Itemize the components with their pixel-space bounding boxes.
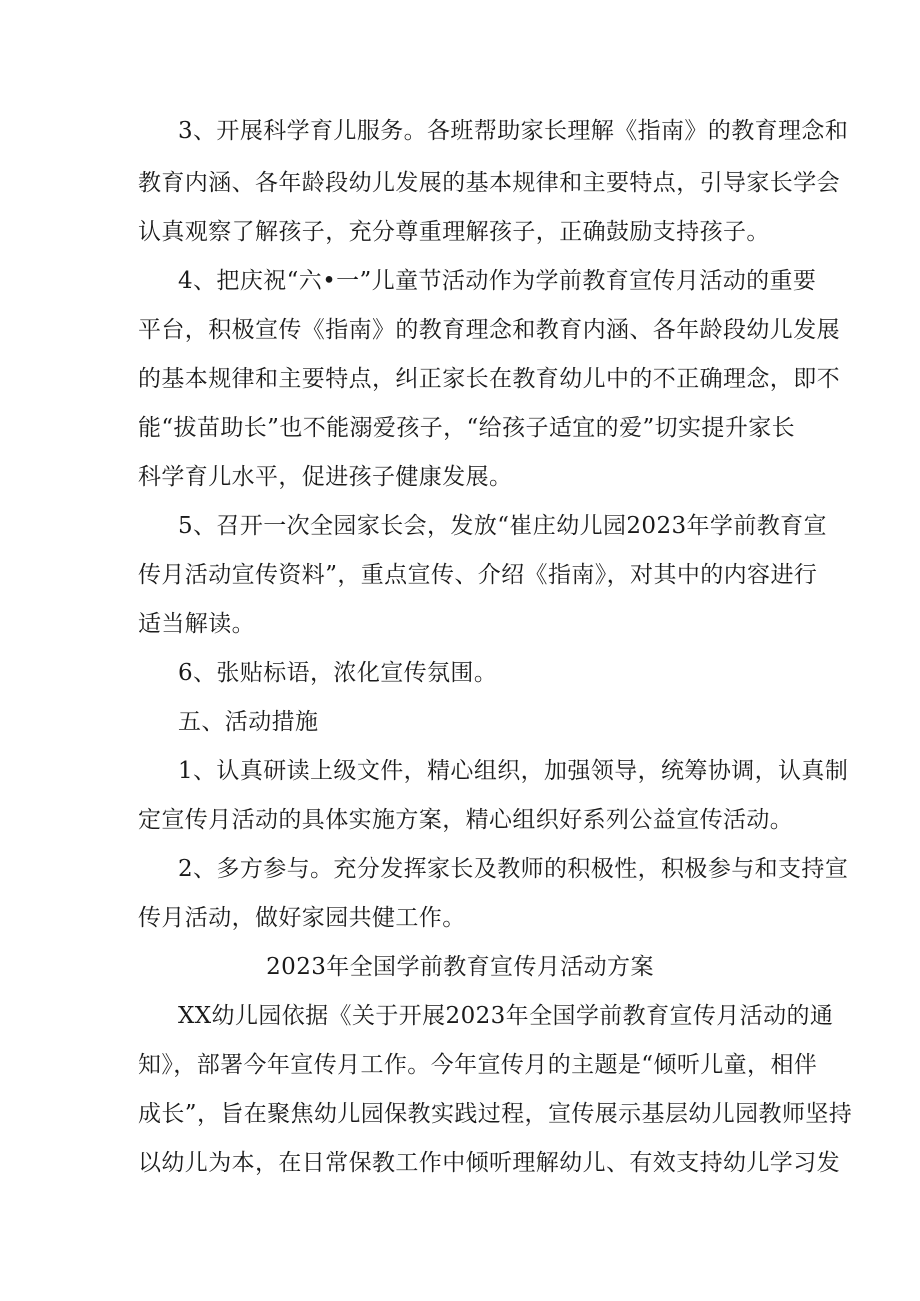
section-heading: 五、活动措施	[178, 709, 319, 735]
paragraph-line: 教育内涵、各年龄段幼儿发展的基本规律和主要特点，引导家长学会	[138, 170, 840, 196]
paragraph-line: 的基本规律和主要特点，纠正家长在教育幼儿中的不正确理念，即不	[138, 366, 840, 392]
paragraph-line: 4、把庆祝“六•一”儿童节活动作为学前教育宣传月活动的重要	[178, 268, 817, 294]
paragraph-line: 成长”，旨在聚焦幼儿园保教实践过程，宣传展示基层幼儿园教师坚持	[138, 1101, 853, 1127]
paragraph-line: XX幼儿园依据《关于开展2023年全国学前教育宣传月活动的通	[178, 1003, 834, 1029]
paragraph-line: 适当解读。	[138, 611, 255, 637]
paragraph-line: 科学育儿水平，促进孩子健康发展。	[138, 464, 513, 490]
paragraph-line: 3、开展科学育儿服务。各班帮助家长理解《指南》的教育理念和	[178, 118, 849, 144]
paragraph-line: 5、召开一次全园家长会，发放“崔庄幼儿园2023年学前教育宣	[178, 513, 827, 539]
paragraph-line: 传月活动宣传资料”，重点宣传、介绍《指南》，对其中的内容进行	[138, 562, 818, 588]
paragraph-line: 1、认真研读上级文件，精心组织，加强领导，统筹协调，认真制	[178, 758, 849, 784]
paragraph-line: 知》，部署今年宣传月工作。今年宣传月的主题是“倾听儿童，相伴	[138, 1052, 818, 1078]
paragraph-line: 定宣传月活动的具体实施方案，精心组织好系列公益宣传活动。	[138, 807, 794, 833]
paragraph-line: 平台，积极宣传《指南》的教育理念和教育内涵、各年龄段幼儿发展	[138, 317, 840, 343]
paragraph-line: 认真观察了解孩子，充分尊重理解孩子，正确鼓励支持孩子。	[138, 219, 770, 245]
paragraph-line: 以幼儿为本，在日常保教工作中倾听理解幼儿、有效支持幼儿学习发	[138, 1150, 840, 1176]
paragraph-line: 传月活动，做好家园共健工作。	[138, 905, 466, 931]
paragraph-line: 2、多方参与。充分发挥家长及教师的积极性，积极参与和支持宣	[178, 856, 849, 882]
document-title: 2023年全国学前教育宣传月活动方案	[266, 954, 654, 980]
paragraph-line: 能“拔苗助长”也不能溺爱孩子，“给孩子适宜的爱”切实提升家长	[138, 415, 796, 441]
paragraph-line: 6、张贴标语，浓化宣传氛围。	[178, 660, 498, 686]
